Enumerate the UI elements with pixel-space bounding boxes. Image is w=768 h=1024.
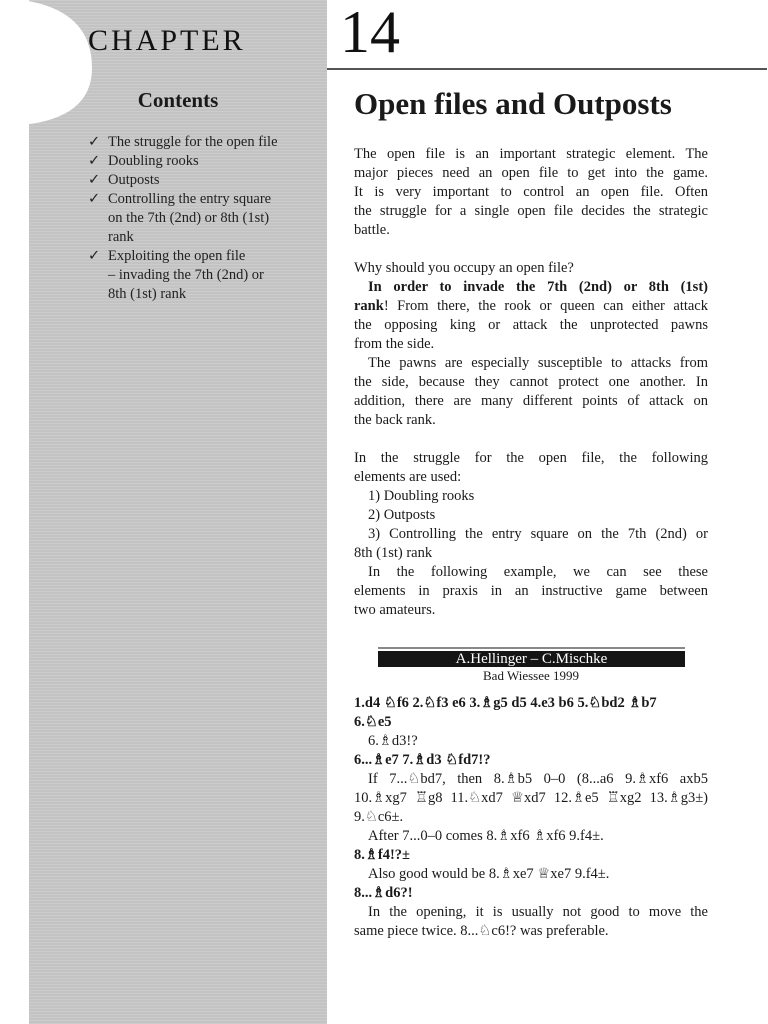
checkmark-icon: ✓ (88, 172, 101, 188)
move-comment: 6.♗d3!? (368, 733, 418, 749)
move-comment: Also good would be 8.♗xe7 ♕xe7 9.f4±. (368, 866, 610, 882)
checkmark-icon: ✓ (88, 153, 101, 169)
text-line: the back rank. (354, 412, 436, 428)
game-players-banner: A.Hellinger – C.Mischke (378, 651, 685, 667)
contents-item-line (88, 285, 320, 304)
contents-item (88, 190, 320, 247)
contents-item-label: Exploiting the open file (108, 248, 246, 264)
checkmark-icon: ✓ (88, 134, 101, 150)
text-line: In the following example, we can see these (368, 564, 708, 580)
text-line: The open file is an important strategic element. The (354, 146, 708, 162)
text-run: ! From there, the rook or queen can either attack (383, 298, 708, 314)
text-line: elements in praxis in an instructive game between (354, 583, 708, 599)
contents-item-line (88, 247, 320, 266)
contents-item-label: rank (108, 229, 134, 245)
contents-list (88, 133, 320, 304)
text-line: Why should you occupy an open file? (354, 260, 574, 276)
contents-item (88, 152, 320, 171)
text-line: the side, because they cannot protect one another. In (354, 374, 708, 390)
header-rule (327, 68, 767, 70)
move-line: 6.♘e5 (354, 714, 392, 730)
move-line: 8...♗d6?! (354, 885, 413, 901)
move-comment: 10.♗xg7 ♖g8 11.♘xd7 ♕xd7 12.♗e5 ♖xg2 13.♗g3±) (354, 790, 708, 806)
contents-item-label: The struggle for the open file (108, 134, 278, 150)
move-comment: In the opening, it is usually not good to move the (368, 904, 708, 920)
contents-item-label: 8th (1st) rank (108, 286, 187, 302)
contents-item-label: Controlling the entry square (108, 191, 272, 207)
contents-item (88, 133, 320, 152)
text-line: The pawns are especially susceptible to attacks from (368, 355, 708, 371)
text-line: 8th (1st) rank (354, 545, 433, 561)
text-line-bold (354, 278, 708, 297)
contents-title: Contents (137, 88, 219, 112)
contents-item-line (88, 171, 320, 190)
checkmark-icon (88, 266, 108, 285)
text-line: major pieces need an open file to get into the game. (354, 165, 708, 181)
move-comment: 9.♘c6±. (354, 809, 404, 825)
chapter-label: CHAPTER (88, 24, 246, 57)
text-line: elements are used: (354, 469, 462, 485)
checkmark-icon (88, 228, 108, 247)
checkmark-icon (88, 285, 108, 304)
text-line: It is very important to control an open file. Often (354, 184, 708, 200)
emphasis: In order to invade the 7th (2nd) or 8th (1st) (368, 279, 708, 295)
move-line: 1.d4 ♘f6 2.♘f3 e6 3.♗g5 d5 4.e3 b6 5.♘bd2 ♗b7 (354, 695, 657, 711)
text-line: In the struggle for the open file, the following (354, 450, 708, 466)
emphasis: rank (354, 298, 384, 314)
contents-item-label: – invading the 7th (2nd) or (108, 267, 264, 283)
game-event: Bad Wiessee 1999 (483, 668, 579, 683)
text-line: the opposing king or attack the unprotected pawns (354, 317, 708, 333)
contents-item-line (88, 152, 320, 171)
text-line: 1) Doubling rooks (368, 488, 475, 504)
contents-item (88, 171, 320, 190)
text-line: two amateurs. (354, 602, 436, 618)
text-line: from the side. (354, 336, 435, 352)
move-comment: After 7...0–0 comes 8.♗xf6 ♗xf6 9.f4±. (368, 828, 604, 844)
contents-item-label: Outposts (108, 172, 160, 188)
checkmark-icon (88, 209, 108, 228)
contents-item (88, 247, 320, 304)
text-line: 3) Controlling the entry square on the 7th (2nd) or (368, 526, 708, 542)
page-title: Open files and Outposts (354, 86, 672, 121)
contents-item-line (88, 190, 320, 209)
contents-item-line (88, 133, 320, 152)
contents-item-label: on the 7th (2nd) or 8th (1st) (108, 210, 270, 226)
game-banner-rule (378, 647, 685, 649)
move-comment: same piece twice. 8...♘c6!? was preferable. (354, 923, 609, 939)
contents-item-label: Doubling rooks (108, 153, 199, 169)
text-line: battle. (354, 222, 390, 238)
text-line (354, 297, 708, 316)
contents-item-line (88, 266, 320, 285)
text-line: 2) Outposts (368, 507, 436, 523)
contents-item-line (88, 228, 320, 247)
contents-item-line (88, 209, 320, 228)
move-comment: If 7...♘bd7, then 8.♗b5 0–0 (8...a6 9.♗xf6 axb5 (368, 771, 708, 787)
move-line: 6...♗e7 7.♗d3 ♘fd7!? (354, 752, 491, 768)
text-line: addition, there are many different points of attack on (354, 393, 708, 409)
checkmark-icon: ✓ (88, 248, 101, 264)
body-text (354, 145, 708, 941)
text-line: the struggle for a single open file decides the strategic (354, 203, 708, 219)
chapter-number: 14 (340, 0, 400, 65)
move-line: 8.♗f4!?± (354, 847, 410, 863)
checkmark-icon: ✓ (88, 191, 101, 207)
